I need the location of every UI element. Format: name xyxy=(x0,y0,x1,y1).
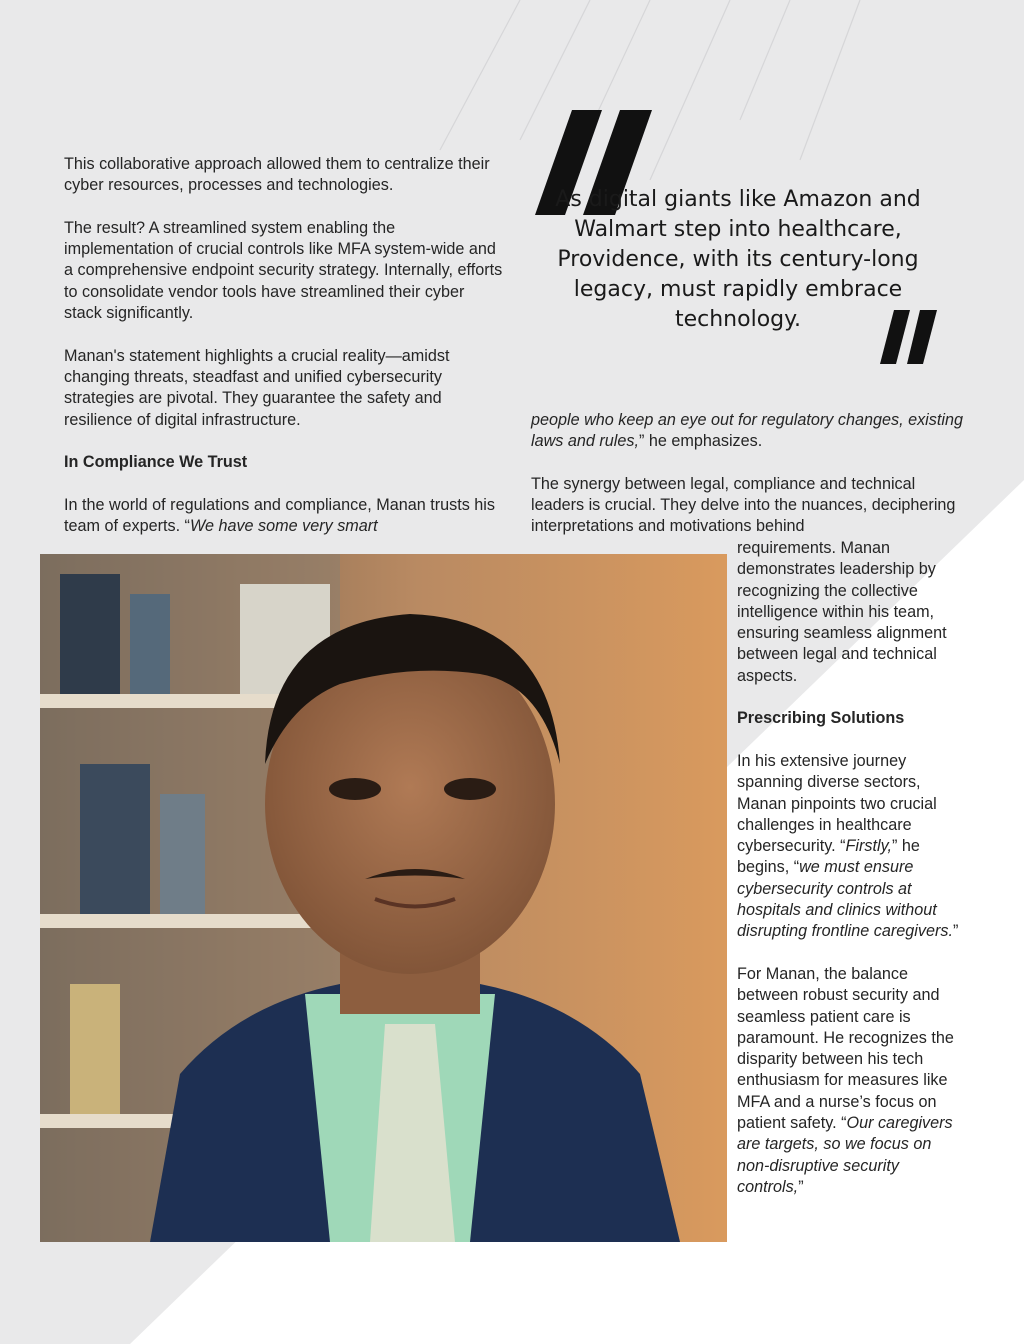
quote-italic: Firstly, xyxy=(845,837,892,856)
portrait-illustration xyxy=(40,554,727,1242)
paragraph xyxy=(64,495,504,538)
text-span: ” he emphasizes. xyxy=(638,432,763,451)
paragraph xyxy=(531,410,963,453)
section-heading: Prescribing Solutions xyxy=(737,709,905,728)
text-span: For Manan, the balance between robust security and seamless patient care is paramount. He recognizes the disparity between his tech enthusiasm for measures like MFA and a nurse’s focus on patient safety. “ xyxy=(737,964,954,1133)
quote-italic: people who keep an eye out for regulatory changes, existing laws and rules, xyxy=(531,411,963,451)
paragraph: This collaborative approach allowed them to centralize their cyber resources, processes and technologies. xyxy=(64,155,490,195)
pull-quote: As digital giants like Amazon and Walmart step into healthcare, Providence, with its century-long legacy, must rapidly embrace technology. xyxy=(555,187,921,332)
paragraph: The result? A streamlined system enabling the implementation of crucial controls like MFA system-wide and a comprehensive endpoint security strategy. Internally, efforts to consolidate vendor tools have streamlined their cyber stack significantly. xyxy=(64,218,503,323)
text-span: In his extensive journey spanning diverse sectors, Manan pinpoints two crucial challenges in healthcare cybersecurity. “ xyxy=(737,751,937,856)
section-heading: In Compliance We Trust xyxy=(64,453,248,472)
portrait-photo xyxy=(40,554,727,1242)
paragraph xyxy=(737,964,963,1198)
text-span: ” xyxy=(952,922,959,941)
right-column xyxy=(531,410,963,559)
text-span: ” xyxy=(798,1177,804,1196)
paragraph: Manan's statement highlights a crucial reality—amidst changing threats, steadfast and unified cybersecurity strategies are pivotal. They guarantee the safety and resilience of digital infrastructure. xyxy=(64,346,450,429)
text-span: In the world of regulations and compliance, Manan trusts his team of experts. “ xyxy=(64,495,496,536)
quote-italic: we must ensure cybersecurity controls at hospitals and clinics without disrupting frontline caregivers. xyxy=(737,858,953,941)
narrow-column xyxy=(737,538,963,1220)
left-column xyxy=(64,154,504,559)
quote-italic: We have some very smart xyxy=(189,517,378,536)
paragraph: The synergy between legal, compliance and technical leaders is crucial. They delve into the nuances, deciphering interpretations and motivations behind xyxy=(531,474,956,536)
text-span: ” he begins, “ xyxy=(737,837,920,877)
quote-italic: Our caregivers are targets, so we focus on non-disruptive security controls, xyxy=(737,1114,953,1196)
close-quote-icon xyxy=(878,308,940,366)
paragraph xyxy=(737,751,963,943)
paragraph: requirements. Manan demonstrates leadership by recognizing the collective intelligence within his team, ensuring seamless alignment between legal and technical aspects. xyxy=(737,539,947,685)
